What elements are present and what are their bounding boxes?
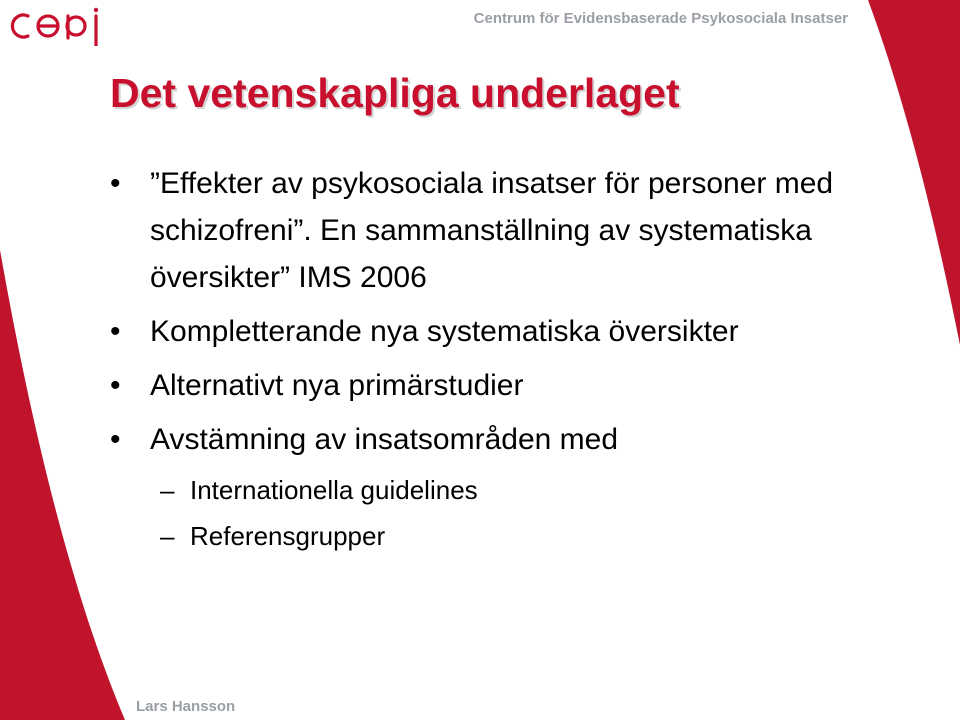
bullet-item (110, 160, 910, 301)
bullet-text: ”Effekter av psykosociala insatser för personer med schizofreni”. En sammanställning av systematiska översikter” IMS 2006 (150, 167, 834, 294)
bullet-item (110, 416, 910, 463)
bullet-dot-icon: • (110, 423, 121, 456)
cepi-logo (8, 6, 104, 46)
slide-title: Det vetenskapliga underlaget (110, 70, 680, 116)
dash-icon: – (160, 475, 175, 505)
dash-icon: – (160, 521, 175, 551)
sub-bullet-text: Internationella guidelines (190, 475, 478, 505)
bullet-text: Alternativt nya primärstudier (150, 369, 524, 402)
sub-bullet-text: Referensgrupper (190, 521, 386, 551)
organization-name: Centrum för Evidensbaserade Psykosociala Insatser (473, 10, 848, 27)
bullet-dot-icon: • (110, 167, 121, 200)
bullet-text: Avstämning av insatsområden med (150, 423, 619, 456)
sub-bullet-item (110, 470, 910, 510)
bullet-item (110, 308, 910, 355)
bullet-dot-icon: • (110, 369, 121, 402)
left-red-swoosh (0, 250, 125, 720)
bullet-dot-icon: • (110, 315, 121, 348)
author-name: Lars Hansson (136, 698, 236, 715)
bullet-text: Kompletterande nya systematiska översikter (150, 315, 739, 348)
sub-bullet-item (110, 516, 910, 556)
bullet-item (110, 362, 910, 409)
slide-body (110, 160, 910, 562)
